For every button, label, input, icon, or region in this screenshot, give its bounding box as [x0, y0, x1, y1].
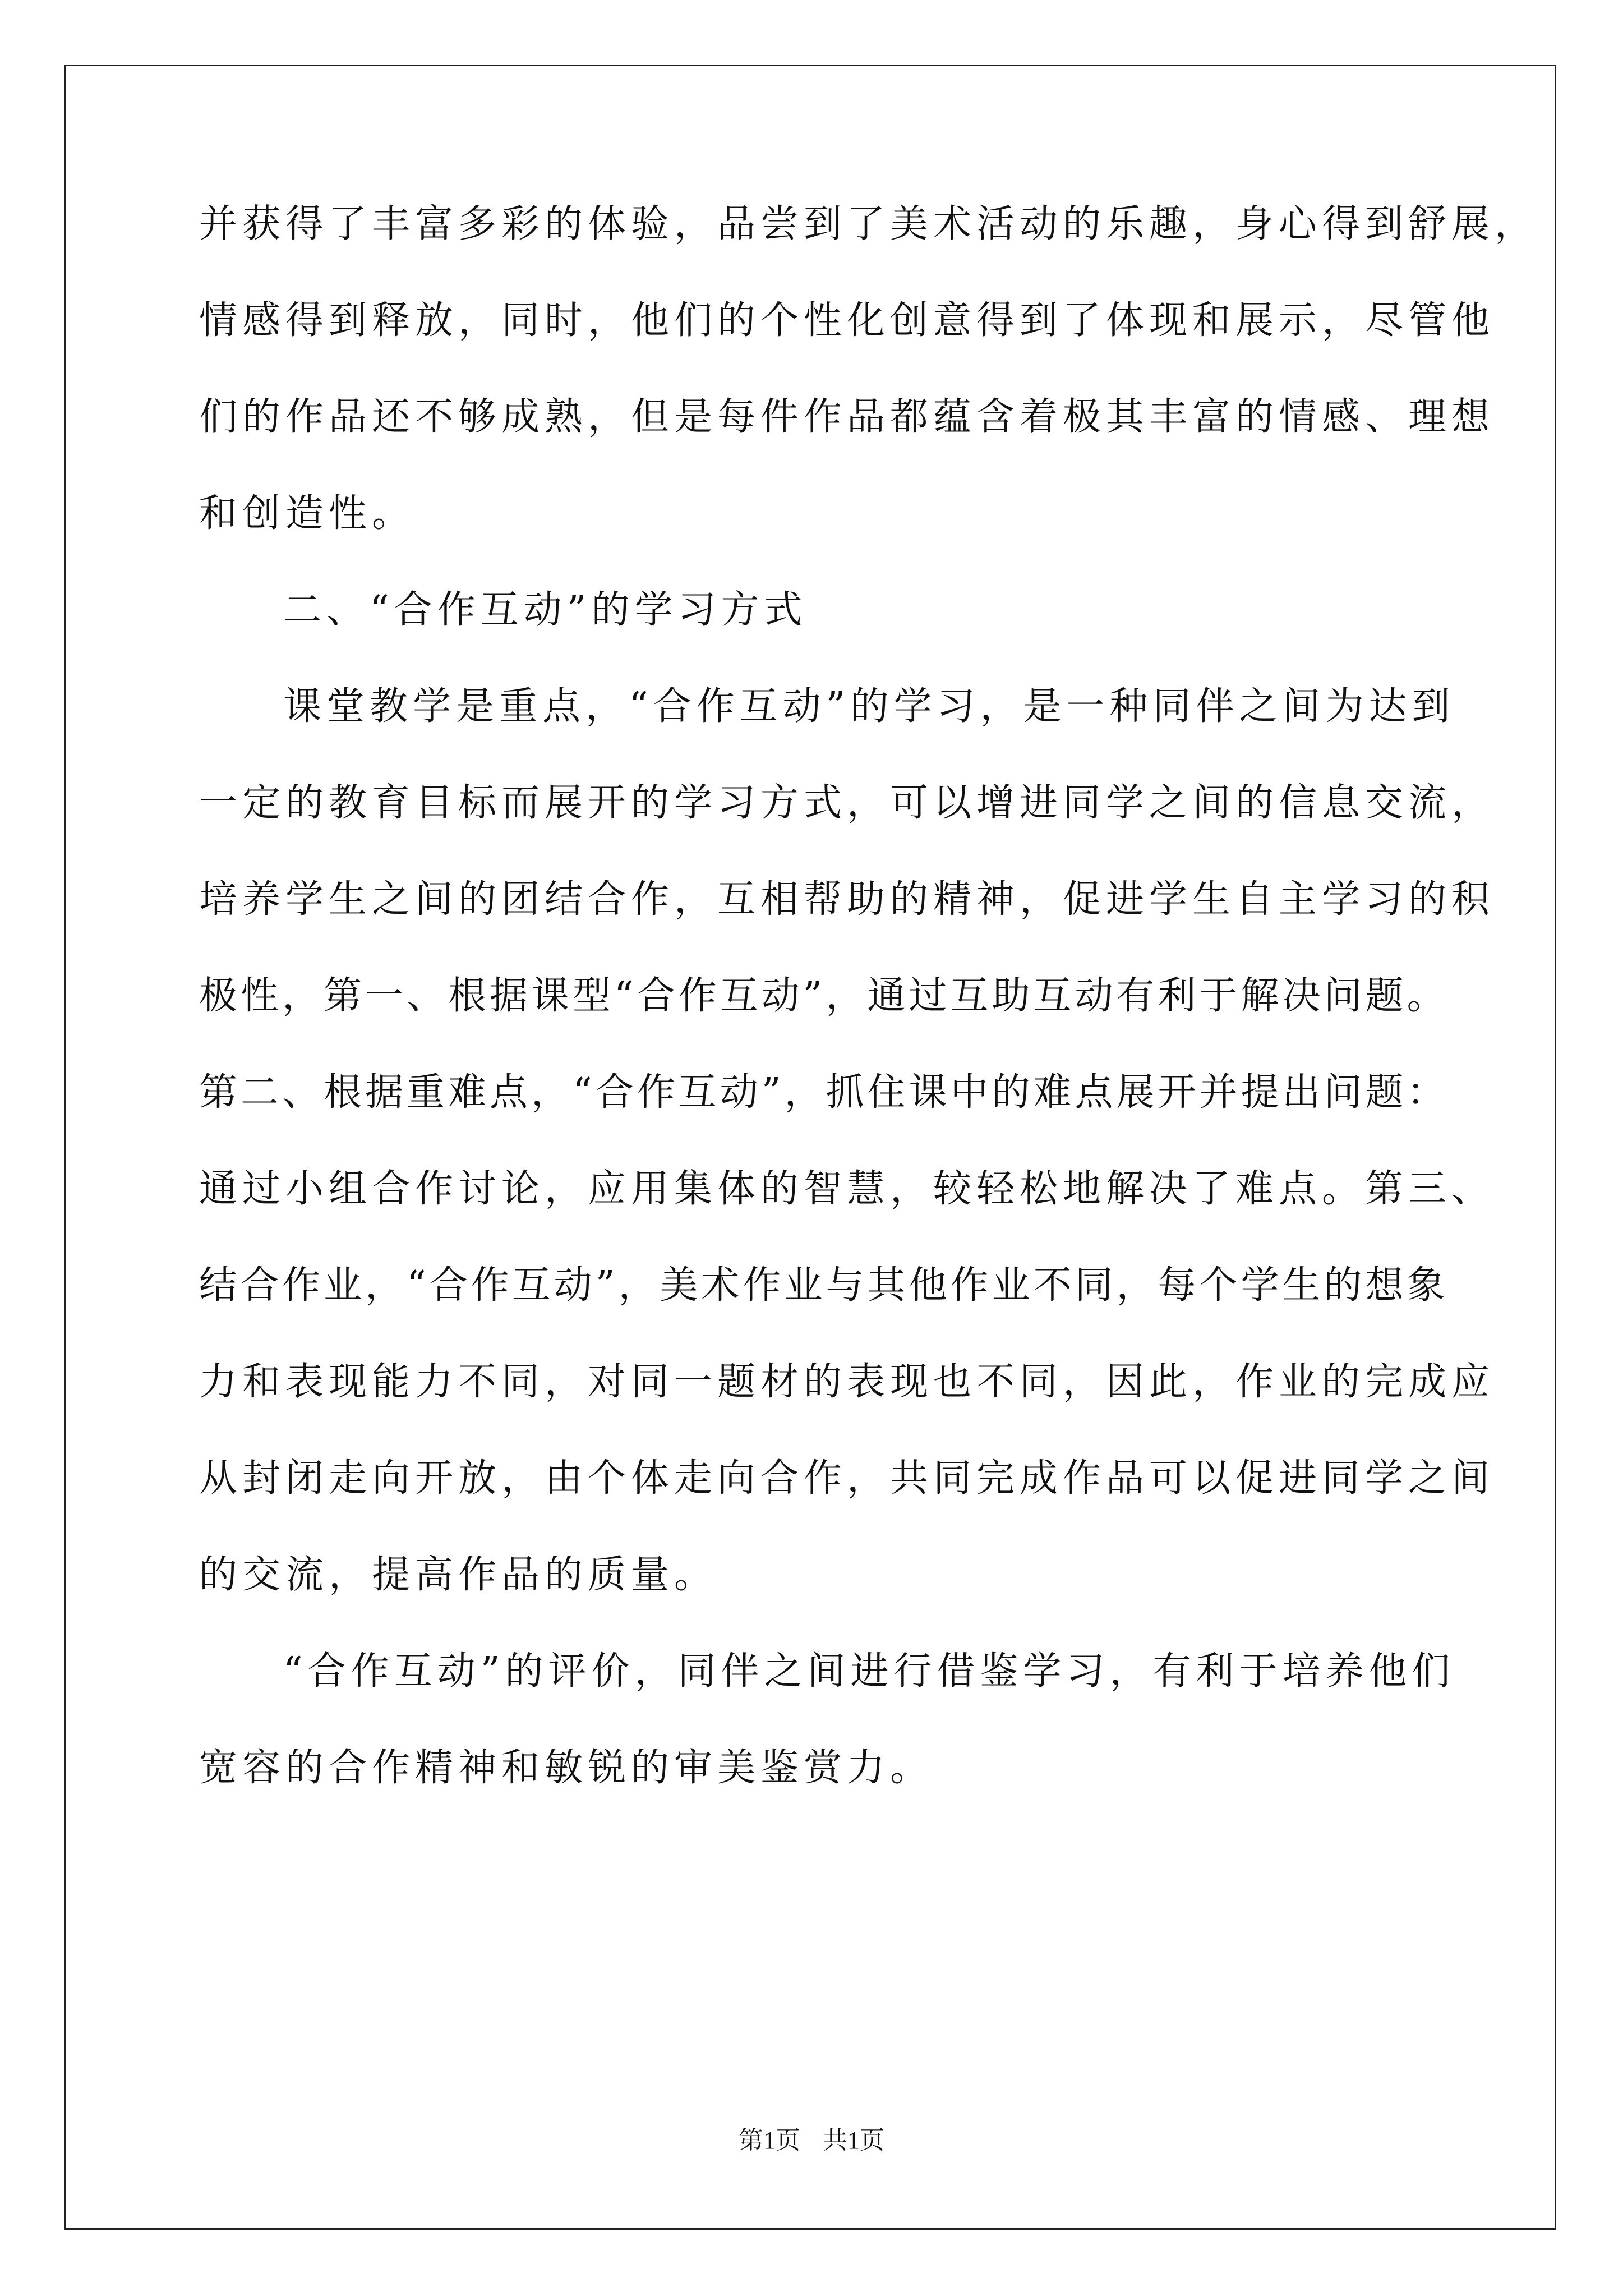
body-line: 一定的教育目标而展开的学习方式，可以增进同学之间的信息交流，: [199, 781, 1495, 825]
document-body: [199, 199, 1538, 1793]
body-line: 并获得了丰富多彩的体验，品尝到了美术活动的乐趣，身心得到舒展，: [199, 202, 1538, 246]
body-line: 和创造性。: [199, 491, 416, 536]
section-heading: 二、“合作互动”的学习方式: [283, 588, 808, 632]
body-line: 的交流，提高作品的质量。: [199, 1553, 718, 1597]
page-total: 共1页: [823, 2127, 884, 2154]
body-line: “合作互动”的评价，同伴之间进行借鉴学习，有利于培养他们: [283, 1649, 1455, 1694]
body-line: 情感得到释放，同时，他们的个性化创意得到了体现和展示，尽管他: [199, 298, 1495, 343]
page-number: 第1页: [739, 2127, 800, 2154]
body-line: 们的作品还不够成熟，但是每件作品都蕴含着极其丰富的情感、理想: [199, 395, 1495, 439]
body-line: 通过小组合作讨论，应用集体的智慧，较轻松地解决了难点。第三、: [199, 1167, 1495, 1211]
body-line: 宽容的合作精神和敏锐的审美鉴赏力。: [199, 1746, 934, 1790]
body-line: 第二、根据重难点，“合作互动”，抓住课中的难点展开并提出问题：: [199, 1070, 1449, 1115]
body-line: 极性，第一、根据课型“合作互动”，通过互助互动有利于解决问题。: [199, 974, 1449, 1018]
body-line: 培养学生之间的团结合作，互相帮助的精神，促进学生自主学习的积: [199, 877, 1495, 922]
body-line: 从封闭走向开放，由个体走向合作，共同完成作品可以促进同学之间: [199, 1456, 1495, 1501]
page-footer: [0, 2125, 1623, 2156]
body-line: 结合作业，“合作互动”，美术作业与其他作业不同，每个学生的想象: [199, 1263, 1449, 1308]
body-line: 力和表现能力不同，对同一题材的表现也不同，因此，作业的完成应: [199, 1360, 1495, 1404]
body-line: 课堂教学是重点，“合作互动”的学习，是一种同伴之间为达到: [283, 684, 1455, 729]
